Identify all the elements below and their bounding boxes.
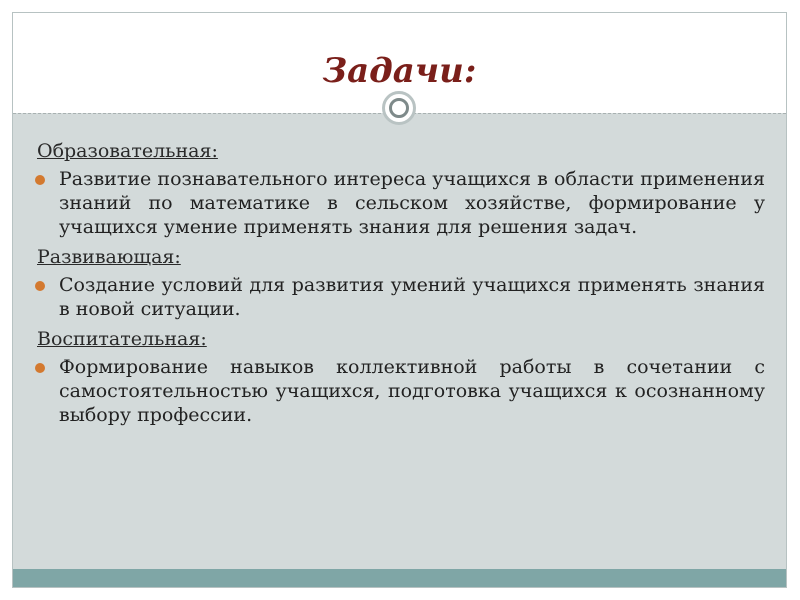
slide-title: Задачи: — [322, 51, 477, 91]
section-heading-upbringing: Воспитательная: — [37, 328, 207, 350]
bullet-dot-icon — [35, 363, 45, 373]
bullet-item-upbringing — [35, 355, 765, 427]
bullet-item-developmental — [35, 273, 765, 321]
circle-ornament-inner — [389, 98, 409, 118]
bullet-text-educational: Развитие познавательного интереса учащихся в области применения знаний по математике в сельском хозяйстве, формирование у учащихся умение применять знания для решения задач. — [59, 168, 765, 238]
bottom-band — [13, 569, 786, 587]
bullet-dot-icon — [35, 175, 45, 185]
section-heading-developmental: Развивающая: — [37, 246, 181, 268]
slide-content — [35, 139, 765, 433]
circle-ornament-icon — [382, 91, 416, 125]
bullet-dot-icon — [35, 281, 45, 291]
slide — [12, 12, 787, 588]
section-heading-educational: Образовательная: — [37, 140, 218, 162]
bullet-item-educational — [35, 167, 765, 239]
bullet-text-developmental: Создание условий для развития умений учащихся применять знания в новой ситуации. — [59, 274, 765, 320]
bullet-text-upbringing: Формирование навыков коллективной работы в сочетании с самостоятельностью учащихся, подготовка учащихся к осознанному выбору профессии. — [59, 356, 765, 426]
